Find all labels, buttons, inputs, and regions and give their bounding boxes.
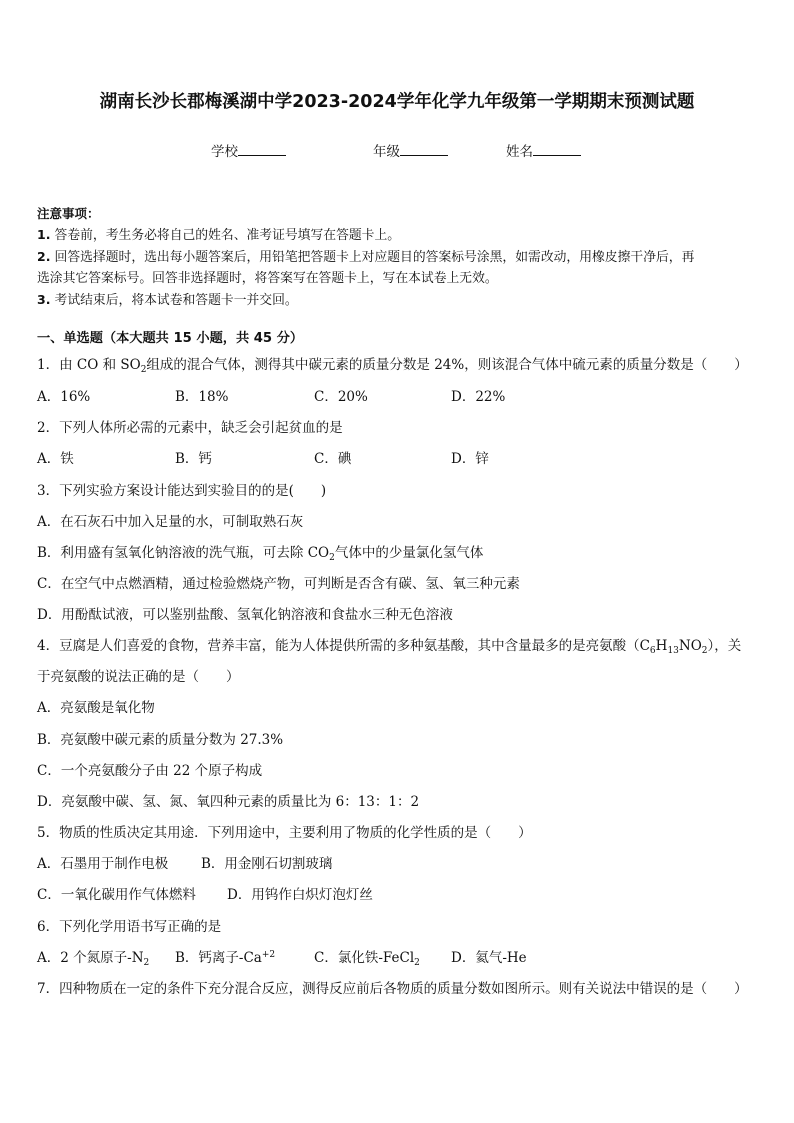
q5-option-d[interactable]: D．用钨作白炽灯泡灯丝 [227, 887, 373, 903]
question-4-stem-cont: 于亮氨酸的说法正确的是（ ） [37, 669, 240, 685]
q5-option-b[interactable]: B．用金刚石切割玻璃 [201, 856, 333, 872]
q4-option-d[interactable]: D．亮氨酸中碳、氢、氮、氧四种元素的质量比为 6：13：1：2 [37, 794, 420, 810]
notice-item-2: 2. 回答选择题时，选出每小题答案后，用铅笔把答题卡上对应题目的答案标号涂黑，如需改动，用橡皮擦干净后，再 [37, 249, 695, 265]
q6-option-b[interactable]: B．钙离子$-Ca^{+2}$ [175, 950, 276, 966]
q3-option-b[interactable]: B．利用盛有氢氧化钠溶液的洗气瓶，可去除 $CO_2$气体中的少量氯化氢气体 [37, 545, 484, 563]
grade-blank [400, 142, 448, 156]
question-5-stem: 5．物质的性质决定其用途．下列用途中，主要利用了物质的化学性质的是（ ） [37, 825, 532, 841]
q1-option-b[interactable]: B．18% [175, 389, 229, 405]
notice-block [37, 203, 759, 311]
q2-option-d[interactable]: D．锌 [451, 451, 489, 467]
question-4-stem: 4．豆腐是人们喜爱的食物，营养丰富，能为人体提供所需的多种氨基酸，其中含量最多的是亮氨酸$(C_6H_{13}NO_2)$，关 [37, 638, 742, 656]
question-6-stem: 6．下列化学用语书写正确的是 [37, 919, 222, 935]
notice-heading: 注意事项： [37, 206, 100, 221]
name-label: 姓名 [506, 144, 533, 160]
q3-option-c[interactable]: C．在空气中点燃酒精，通过检验燃烧产物，可判断是否含有碳、氢、氧三种元素 [37, 576, 520, 592]
name-field [506, 140, 581, 160]
grade-label: 年级 [373, 144, 400, 160]
question-2-stem: 2．下列人体所必需的元素中，缺乏会引起贫血的是 [37, 420, 343, 436]
section-heading: 一、单选题（本大题共 15 小题，共 45 分） [37, 331, 304, 346]
q6-option-a[interactable]: A．2 个氮原子$-N_2$ [37, 950, 150, 968]
question-1-stem: 1．由 CO 和 $SO_2$组成的混合气体，测得其中碳元素的质量分数是 24%，则该混合气体中硫元素的质量分数是（ ） [37, 357, 748, 375]
name-blank [533, 142, 581, 156]
question-3-stem: 3．下列实验方案设计能达到实验目的的是( ) [37, 483, 327, 499]
q3-option-d[interactable]: D．用酚酞试液，可以鉴别盐酸、氢氧化钠溶液和食盐水三种无色溶液 [37, 607, 453, 623]
notice-item-1: 1. 答卷前，考生务必将自己的姓名、准考证号填写在答题卡上。 [37, 227, 401, 243]
question-7-stem: 7．四种物质在一定的条件下充分混合反应，测得反应前后各物质的质量分数如图所示。则有关说法中错误的是（ ） [37, 981, 748, 997]
q6-option-c[interactable]: C．氯化铁-FeCl$_2$ [314, 950, 420, 968]
school-field [211, 140, 286, 160]
notice-item-2-cont: 选涂其它答案标号。回答非选择题时，将答案写在答题卡上，写在本试卷上无效。 [37, 271, 498, 286]
q2-option-c[interactable]: C．碘 [314, 451, 352, 467]
student-info-row [0, 140, 794, 162]
school-label: 学校 [211, 144, 238, 160]
q4-option-c[interactable]: C．一个亮氨酸分子由 22 个原子构成 [37, 763, 263, 779]
school-blank [238, 142, 286, 156]
q3-option-a[interactable]: A．在石灰石中加入足量的水，可制取熟石灰 [37, 514, 304, 530]
notice-item-3: 3. 考试结束后，将本试卷和答题卡一并交回。 [37, 292, 298, 308]
q1-option-c[interactable]: C．20% [314, 389, 368, 405]
q2-option-b[interactable]: B．钙 [175, 451, 212, 467]
q5-option-c[interactable]: C．一氧化碳用作气体燃料 [37, 887, 196, 903]
q4-option-b[interactable]: B．亮氨酸中碳元素的质量分数为 27.3% [37, 732, 284, 748]
q6-option-d[interactable]: D．氦气-He [451, 950, 527, 966]
q1-option-a[interactable]: A．16% [37, 389, 91, 405]
grade-field [373, 140, 448, 160]
q5-option-a[interactable]: A．石墨用于制作电极 [37, 856, 169, 872]
exam-title: 湖南长沙长郡梅溪湖中学2023-2024学年化学九年级第一学期期末预测试题 [99, 92, 695, 112]
q1-option-d[interactable]: D．22% [451, 389, 506, 405]
q2-option-a[interactable]: A．铁 [37, 451, 74, 467]
q4-option-a[interactable]: A．亮氨酸是氧化物 [37, 700, 155, 716]
